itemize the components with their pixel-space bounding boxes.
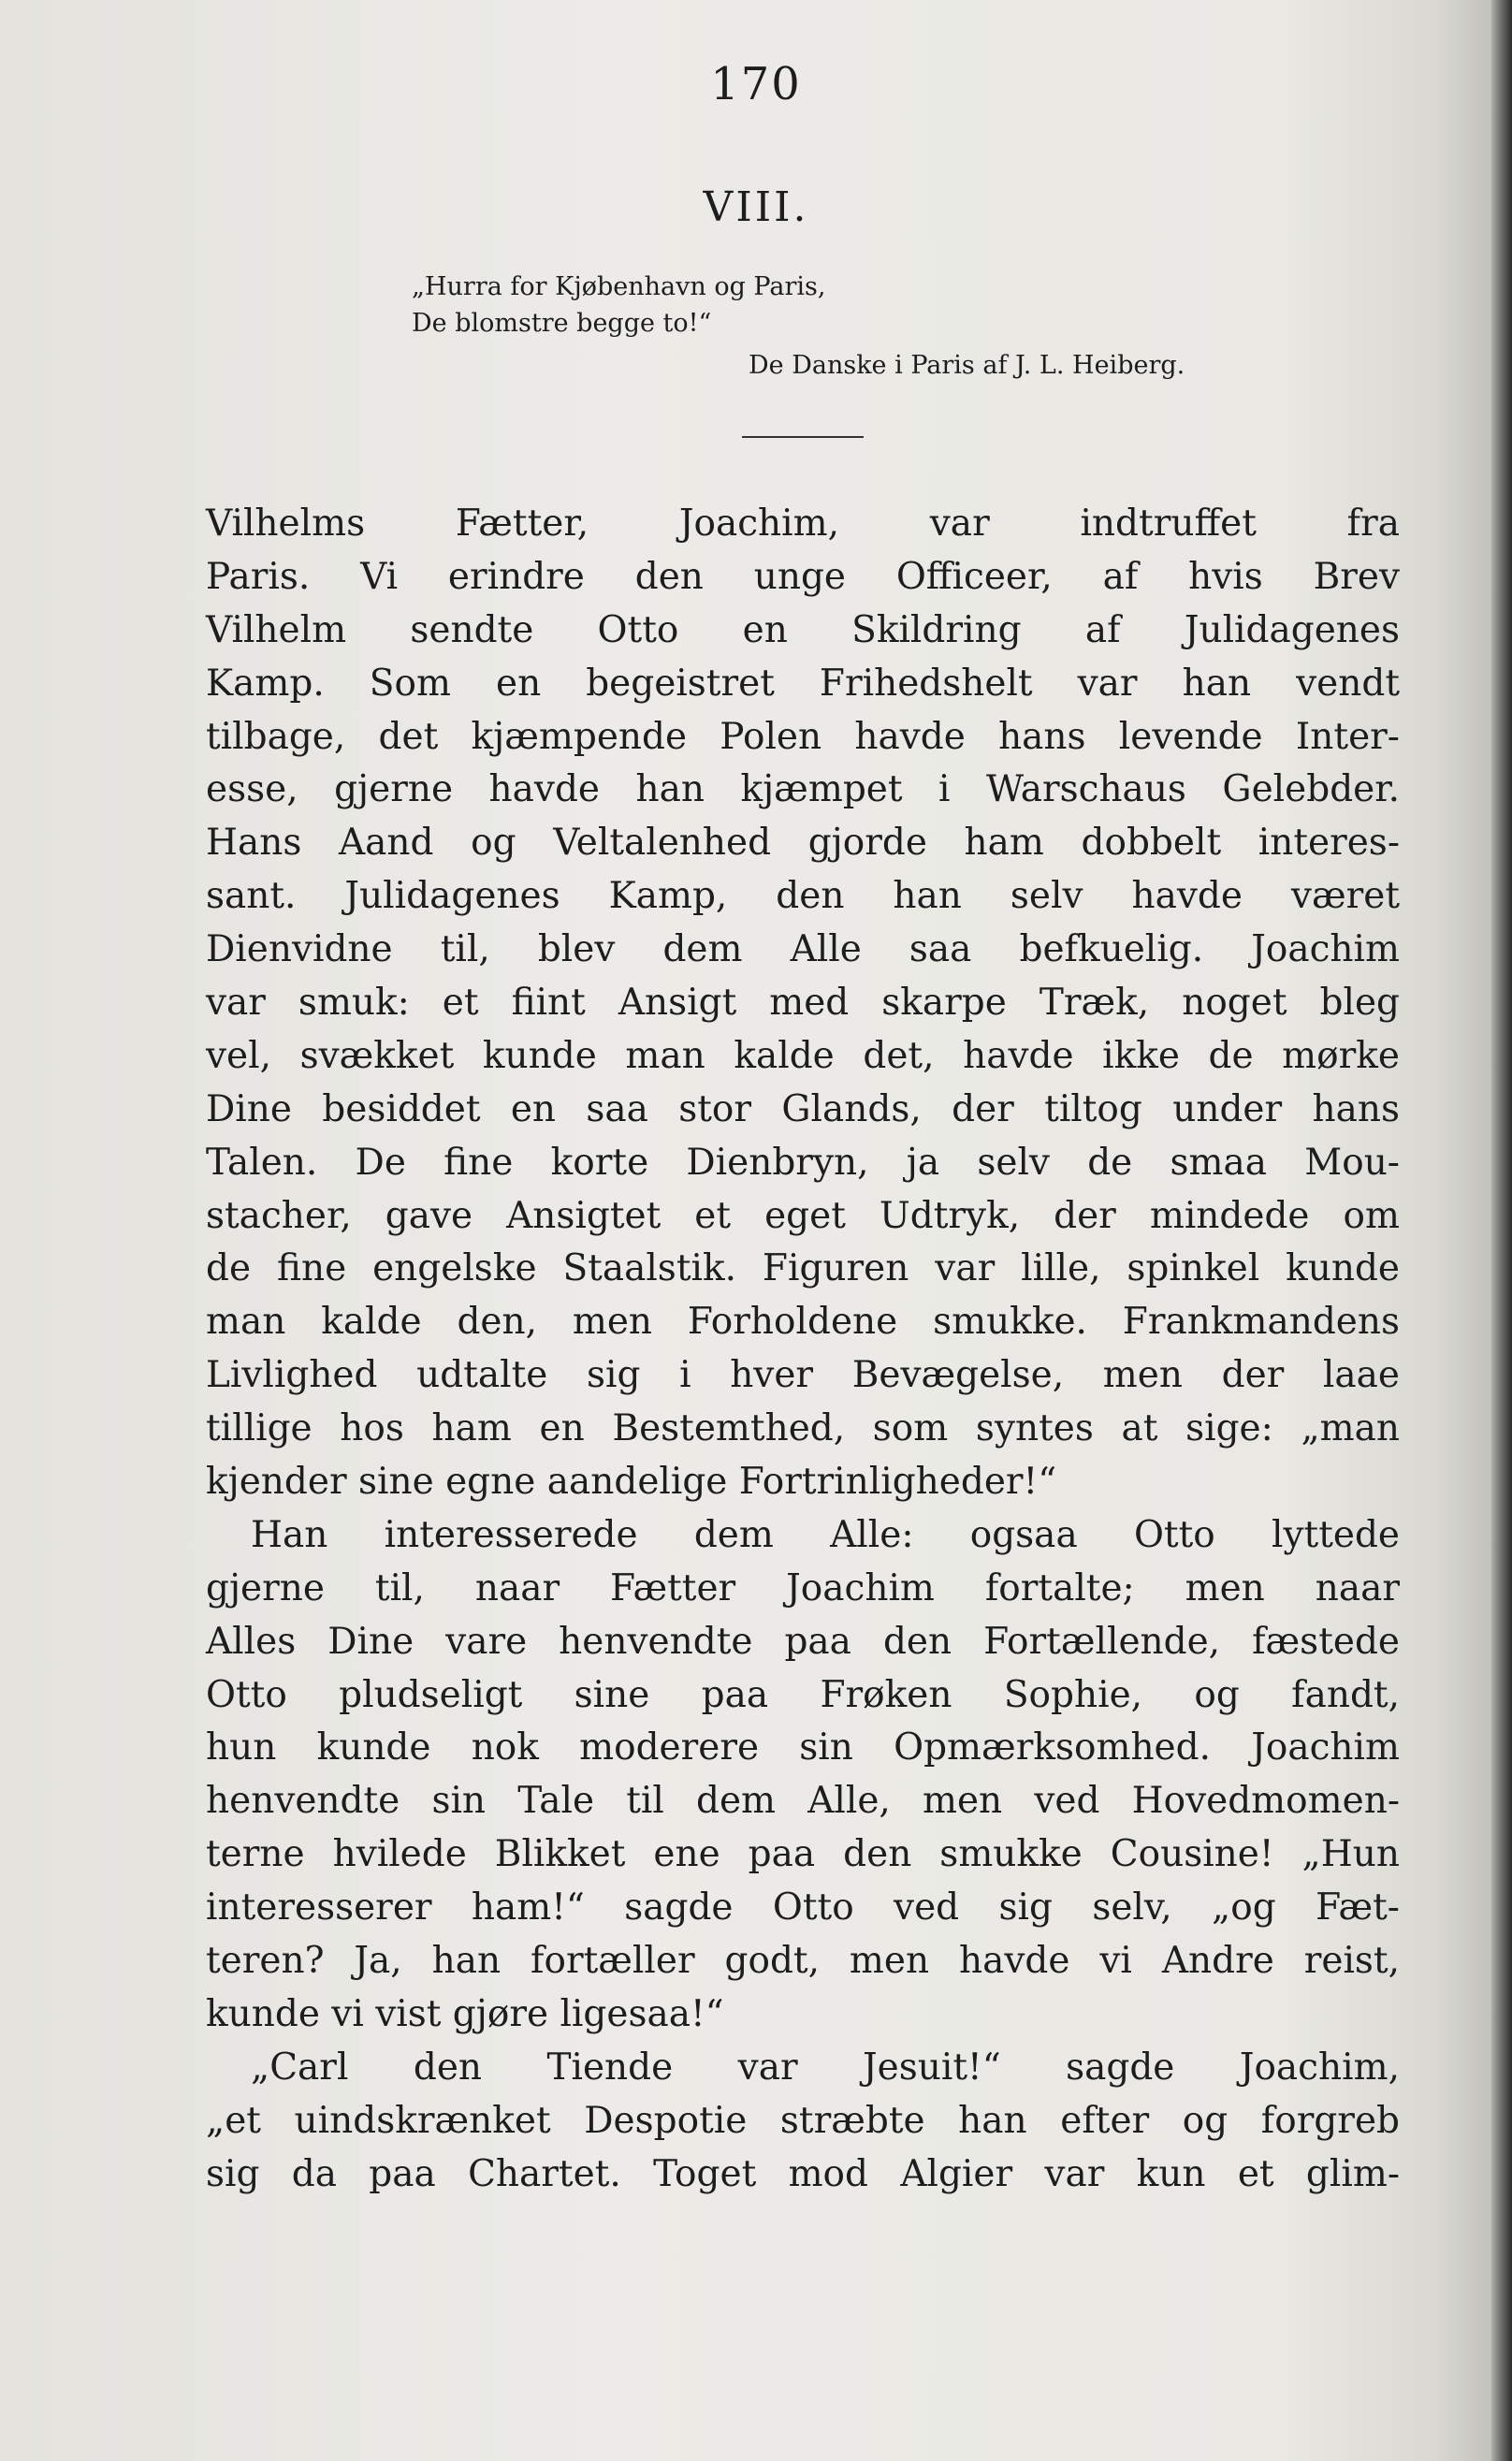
text-line: interesserer ham!“ sagde Otto ved sig selv, „og Fæt- [206,1886,1400,1929]
text-line: teren? Ja, han fortæller godt, men havde vi Andre reist, [206,1940,1400,1983]
text-line: tilbage, det kjæmpende Polen havde hans levende Inter- [206,715,1400,758]
text-line: Hans Aand og Veltalenhed gjorde ham dobbelt interes- [206,822,1400,865]
text-line: Talen. De fine korte Dienbryn, ja selv de smaa Mou- [206,1141,1400,1184]
text-line: stacher, gave Ansigtet et eget Udtryk, der mindede om [206,1194,1400,1237]
text-line: Dine besiddet en saa stor Glands, der tiltog under hans [206,1087,1400,1130]
text-line: „Carl den Tiende var Jesuit!“ sagde Joachim, [251,2046,1400,2089]
text-line: hun kunde nok moderere sin Opmærksomhed. Joachim [206,1726,1400,1769]
text-line: Livlighed udtalte sig i hver Bevægelse, men der laae [206,1354,1400,1397]
body-text [206,498,1400,2202]
text-line: de fine engelske Staalstik. Figuren var lille, spinkel kunde [206,1247,1400,1290]
text-line: Vilhelm sendte Otto en Skildring af Julidagenes [206,608,1400,651]
page-edge-shadow [1491,0,1512,2461]
text-line: esse, gjerne havde han kjæmpet i Warschaus Gelebder. [206,768,1400,811]
epigraph-line: „Hurra for Kjøbenhavn og Paris, [412,272,826,301]
text-line: Otto pludseligt sine paa Frøken Sophie, og fandt, [206,1673,1400,1716]
text-line: „et uindskrænket Despotie stræbte han efter og forgreb [206,2099,1400,2142]
text-line: terne hvilede Blikket ene paa den smukke Cousine! „Hun [206,1833,1400,1876]
text-line: kunde vi vist gjøre ligesaa!“ [206,1992,724,2035]
text-line: Kamp. Som en begeistret Frihedshelt var han vendt [206,662,1400,705]
section-divider [742,436,864,438]
text-line: Vilhelms Fætter, Joachim, var indtruffet fra [206,502,1400,545]
chapter-heading: VIII. [703,183,809,231]
text-line: var smuk: et fiint Ansigt med skarpe Træk, noget bleg [206,982,1400,1025]
epigraph [412,269,1347,380]
epigraph-line: De blomstre begge to!“ [412,309,712,338]
text-line: tillige hos ham en Bestemthed, som syntes at sige: „man [206,1407,1400,1450]
epigraph-source: De Danske i Paris af J. L. Heiberg. [749,351,1185,380]
text-line: sig da paa Chartet. Toget mod Algier var kun et glim- [206,2152,1400,2195]
text-line: Alles Dine vare henvendte paa den Fortællende, fæstede [206,1620,1400,1663]
text-line: kjender sine egne aandelige Fortrinligheder!“ [206,1461,1057,1504]
text-line: Han interesserede dem Alle: ogsaa Otto lyttede [251,1513,1400,1556]
text-line: gjerne til, naar Fætter Joachim fortalte; men naar [206,1566,1400,1609]
text-line: vel, svækket kunde man kalde det, havde ikke de mørke [206,1034,1400,1077]
text-line: Dienvidne til, blev dem Alle saa befkuelig. Joachim [206,928,1400,971]
text-line: man kalde den, men Forholdene smukke. Frankmandens [206,1301,1400,1344]
page-number: 170 [710,58,802,110]
text-line: henvendte sin Tale til dem Alle, men ved Hovedmomen- [206,1780,1400,1823]
text-line: sant. Julidagenes Kamp, den han selv havde været [206,875,1400,918]
text-line: Paris. Vi erindre den unge Officeer, af hvis Brev [206,555,1400,598]
